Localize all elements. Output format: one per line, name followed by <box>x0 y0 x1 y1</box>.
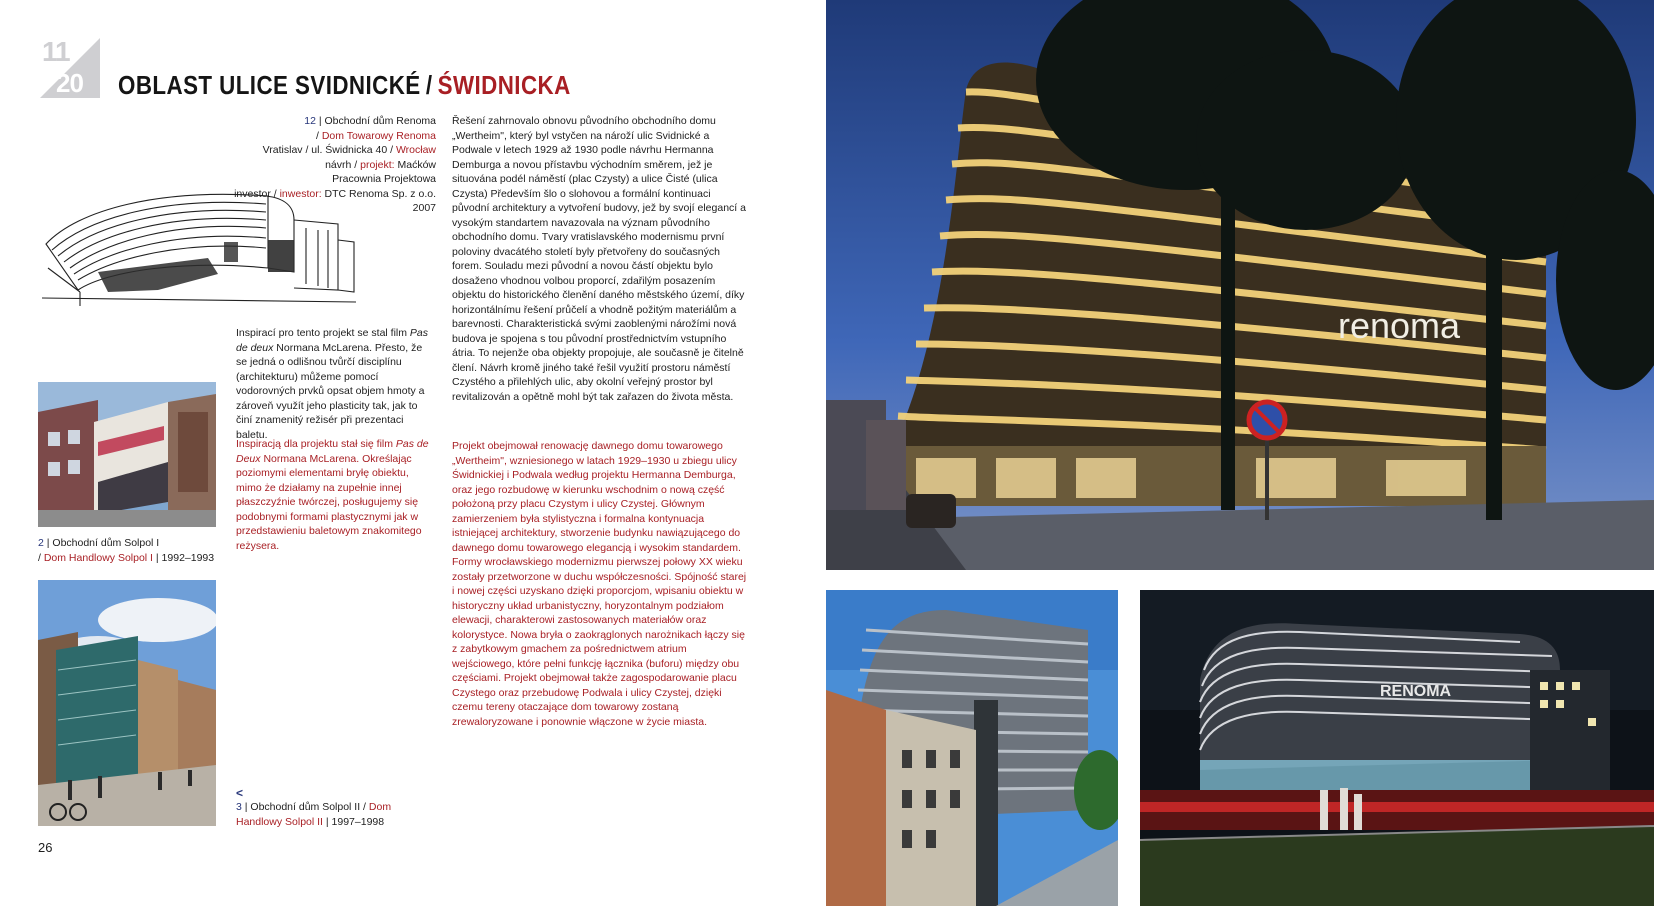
caption2-name-cz: Obchodní dům Solpol I <box>52 537 160 549</box>
photo-solpol-2 <box>38 580 216 826</box>
photo-renoma-night <box>826 0 1654 570</box>
mid-cz-film: Pas de deux <box>236 327 429 354</box>
mid-pl-film: Pas de Deux <box>236 438 429 465</box>
mid-cz-rest: Normana McLarena. Přesto, že se jedná o odlišnou tvůrčí disciplínu (architekturu) můžeme pomocí vodorovných prvků opsat objem hmoty a zároveň využít jeho plasticity tak, jak to činí znamenitý režisér při prezentaci baletu. <box>236 341 425 441</box>
caption3-number: 3 <box>236 801 242 813</box>
designer-part2: Pracownia Projektowa <box>332 173 436 185</box>
design-label-cz: návrh / <box>325 158 358 171</box>
project-name-pl: Dom Towarowy Renoma <box>321 129 436 142</box>
investor-name: DTC Renoma Sp. z o.o. <box>324 187 436 200</box>
design-label-pl: projekt: <box>360 158 395 171</box>
renoma-render-sign: RENOMA <box>1380 683 1452 700</box>
caption2-number: 2 <box>38 537 44 549</box>
architectural-sketch <box>38 180 360 314</box>
mid-cz-intro: Inspirací pro tento projekt se stal film <box>236 327 407 339</box>
caption-solpol-2: 3 | Obchodní dům Solpol II / Dom Handlowy Solpol II | 1997–1998 <box>236 801 392 828</box>
section-number-bottom: 20 <box>56 68 83 98</box>
caption2-name-pl: Dom Handlowy Solpol I <box>43 551 153 564</box>
investor-label-cz: investor / <box>234 187 277 200</box>
section-badge <box>40 38 100 98</box>
project-name-cz: Obchodní dům Renoma <box>324 115 436 127</box>
caption3-name-pl: Dom Handlowy Solpol II <box>236 801 392 828</box>
project-location-cz: Vratislav / ul. Świdnicka 40 / <box>262 144 394 156</box>
photo-solpol-1 <box>38 382 216 527</box>
body-text-right-cz: Řešení zahrnovalo obnovu původního obchodního domu „Wertheim", který byl vstyčen na nároží ulic Svidnické a Podwale v letech 1929 až 1930 podle návrhu Hermanna Demburga a novou přístavbu východním směrem, jež je situována podél náměstí (plac Czysty) a ulice Čisté (ulica Czysta) Především šlo o slohovou a formální kontinuaci původní architektury a vytvoření budovy, jež by svojí elegancí a vysokým standartem navazovala na význam původního obchodního domu. Tvary vratislavského modernismu první poloviny dvacátého století byly přetvořeny do současných forem. Souladu mezi původní a novou částí objektu bylo dosaženo vhodnou volbou proporcí, zdařilým posazením objektu do historického členění daného městského území, díky horizontálnímu řešení průčelí a vhodně požitým materiálům a barevnosti. Charakteristická svými zaoblenými nárožími nová budova je spojena s tou původní prostřednictvím vstupního átria. To nejenže oba objekty propojuje, ale současně je čitelně člení. Návrh kromě jiného také řešil využití prostoru náměstí Czystého a přilehlých ulic, aby okolní veřejný prostor byl revitalizován a opětně mohl být tak zařazen do života města. <box>452 115 746 403</box>
caption-solpol-1: 2 | Obchodní dům Solpol I / Dom Handlowy Solpol I | 1992–1993 <box>38 537 215 564</box>
project-meta: 12 | Obchodní dům Renoma / Dom Towarowy Renoma Vratislav / ul. Świdnicka 40 / Wrocław návrh / projekt: Maćków Pracownia Projektowa investor / inwestor: DTC Renoma Sp. z o.o. 2007 <box>210 114 436 216</box>
investor-label-pl: inwestor: <box>279 187 322 200</box>
photo-renoma-day <box>826 590 1118 906</box>
project-location-pl: Wrocław <box>395 144 436 156</box>
designer-part1: Maćków <box>397 158 436 171</box>
caption2-years: 1992–1993 <box>161 551 215 564</box>
title-czech: OBLAST ULICE SVIDNICKÉ <box>118 70 421 100</box>
body-text-mid-pl <box>236 437 436 553</box>
body-text-right-pl: Projekt obejmował renowację dawnego domu towarowego „Wertheim", wzniesionego w latach 1929–1930 u zbiegu ulicy Świdnickiej i Podwala według projektu Hermanna Demburga, oraz jego rozbudowę w kierunku wschodnim o nową część położoną przy placu Czystym i ulicy Czystej. Głównym zamierzeniem była stylistyczna i formalna kontynuacja istniejącej architektury, stworzenie budynku nawiązującego do dawnego domu towarowego elegancją i wysokim standardem. Formy wrocławskiego modernizmu pierwszej połowy XX wieku zostały przetworzone w duchu współczesności. Spójność starej i nowej części uzyskano dzięki proporcjom, wpisaniu obiektu w historyczny układ urbanistyczny, horyzontalnym podziałom elewacji, charakterowi zastosowanych materiałów oraz kolorystyce. Nowa bryła o zaokrąglonych narożnikach łączy się z zabytkowym gmachem za pośrednictwem atrium wejściowego, które pełni funkcję łącznika (buforu) między obu częściami. Projekt obejmował także zagospodarowanie placu Czystego oraz przebudowę Podwala i ulicy Czystej, dzięki czemu tereny otaczające dom towarowy zostaną zrewaloryzowane i ponownie włączone w życie miasta. <box>452 440 747 728</box>
title-separator: / <box>425 70 433 100</box>
project-number: 12 <box>304 115 316 127</box>
caption3-name-cz: Obchodní dům Solpol II <box>250 801 361 813</box>
page-title <box>118 70 571 101</box>
photo-renoma-render <box>1140 590 1654 906</box>
caption-arrow-icon: < <box>236 786 244 800</box>
title-polish: ŚWIDNICKA <box>437 70 571 100</box>
section-number-top: 11 <box>42 36 70 67</box>
page-number: 26 <box>38 840 53 855</box>
project-year: 2007 <box>412 202 436 214</box>
mid-pl-rest: Normana McLarena. Określając poziomymi elementami bryłę obiektu, mimo że działamy na zupełnie innej płaszczyźnie twórczej, posługujemy się podobnymi formami plastycznymi jak w przedstawieniu baletowym znakomitego reżysera. <box>236 452 422 552</box>
body-text-mid-cz <box>236 326 436 442</box>
caption3-years: 1997–1998 <box>331 815 385 828</box>
renoma-facade-sign: renoma <box>1338 305 1461 346</box>
mid-pl-intro: Inspiracją dla projektu stał się film <box>236 438 393 450</box>
